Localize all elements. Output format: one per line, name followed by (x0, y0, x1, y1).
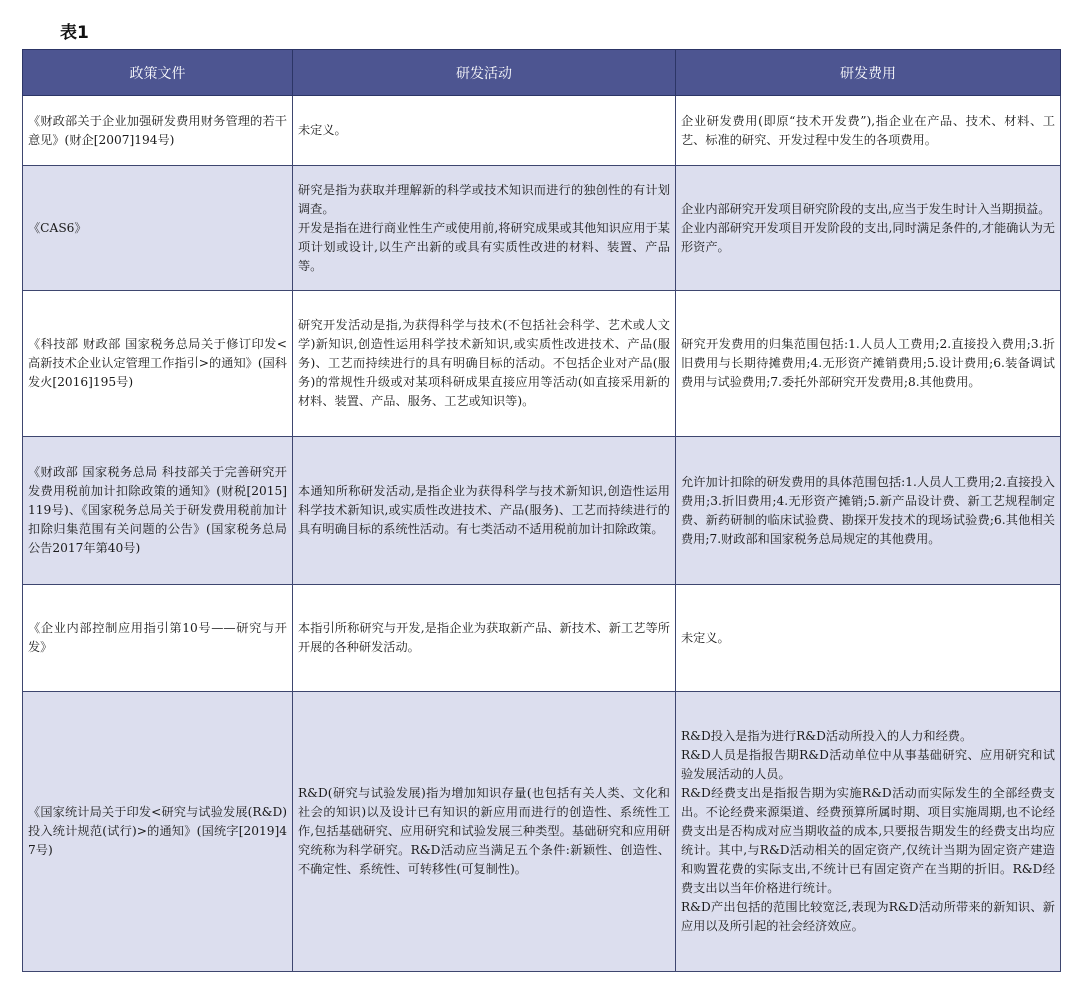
policy-cell: 《财政部关于企业加强研发费用财务管理的若干意见》(财企[2007]194号) (23, 96, 293, 166)
expense-paragraph: 企业研发费用(即原“技术开发费”),指企业在产品、技术、材料、工艺、标准的研究、开发过程中发生的各项费用。 (681, 113, 1055, 147)
policy-cell: 《科技部 财政部 国家税务总局关于修订印发<高新技术企业认定管理工作指引>的通知》(国科发火[2016]195号) (23, 291, 293, 437)
expense-cell (676, 96, 1061, 166)
table-row (23, 96, 1061, 166)
expense-paragraph: R&D经费支出是指报告期为实施R&D活动而实际发生的全部经费支出。不论经费来源渠道、经费预算所属时期、项目实施周期,也不论经费支出是否构成对应当期收益的成本,只要报告期发生的经费支出均应统计。其中,与R&D活动相关的固定资产,仅统计当期为固定资产建造和购置花费的实际支出,不统计已有固定资产在当期的折旧。R&D经费支出以当年价格进行统计。 (681, 786, 1055, 895)
policy-cell: 《CAS6》 (23, 166, 293, 291)
activity-cell (293, 166, 676, 291)
expense-paragraph: R&D人员是指报告期R&D活动单位中从事基础研究、应用研究和试验发展活动的人员。 (681, 748, 1055, 781)
expense-cell (676, 166, 1061, 291)
table-row (23, 166, 1061, 291)
policy-cell: 《财政部 国家税务总局 科技部关于完善研究开发费用税前加计扣除政策的通知》(财税[2015]119号)、《国家税务总局关于研发费用税前加计扣除归集范围有关问题的公告》(国家税务总局公告2017年第40号) (23, 437, 293, 585)
expense-paragraph: 未定义。 (681, 630, 730, 645)
expense-paragraph: R&D产出包括的范围比较宽泛,表现为R&D活动所带来的新知识、新应用以及所引起的社会经济效应。 (681, 900, 1055, 933)
header-policy-document: 政策文件 (23, 50, 293, 96)
expense-cell (676, 692, 1061, 972)
activity-paragraph: 开发是指在进行商业性生产或使用前,将研究成果或其他知识应用于某项计划或设计,以生产出新的或具有实质性改进的材料、装置、产品等。 (298, 220, 670, 273)
expense-paragraph: 允许加计扣除的研发费用的具体范围包括:1.人员人工费用;2.直接投入费用;3.折旧费用;4.无形资产摊销;5.新产品设计费、新工艺规程制定费、新药研制的临床试验费、勘探开发技术的现场试验费;6.其他相关费用;7.财政部和国家税务总局规定的其他费用。 (681, 474, 1055, 546)
header-rd-activity: 研发活动 (293, 50, 676, 96)
policy-cell: 《国家统计局关于印发<研究与试验发展(R&D)投入统计规范(试行)>的通知》(国统字[2019]47号) (23, 692, 293, 972)
activity-cell (293, 96, 676, 166)
expense-paragraph: 企业内部研究开发项目研究阶段的支出,应当于发生时计入当期损益。 (681, 201, 1051, 216)
expense-paragraph: R&D投入是指为进行R&D活动所投入的人力和经费。 (681, 729, 973, 743)
expense-cell (676, 585, 1061, 692)
expense-paragraph: 企业内部研究开发项目开发阶段的支出,同时满足条件的,才能确认为无形资产。 (681, 220, 1055, 254)
table-row (23, 692, 1061, 972)
activity-cell (293, 692, 676, 972)
activity-cell (293, 585, 676, 692)
expense-paragraph: 研究开发费用的归集范围包括:1.人员人工费用;2.直接投入费用;3.折旧费用与长期待摊费用;4.无形资产摊销费用;5.设计费用;6.装备调试费用与试验费用;7.委托外部研究开发费用;8.其他费用。 (681, 337, 1055, 389)
table-row (23, 291, 1061, 437)
table-row (23, 585, 1061, 692)
table-header-row (23, 50, 1061, 96)
activity-cell (293, 291, 676, 437)
activity-paragraph: 本通知所称研发活动,是指企业为获得科学与技术新知识,创造性运用科学技术新知识,或实质性改进技术、产品(服务)、工艺而持续进行的具有明确目标的系统性活动。有七类活动不适用税前加计扣除政策。 (298, 484, 670, 536)
table-row (23, 437, 1061, 585)
activity-paragraph: R&D(研究与试验发展)指为增加知识存量(也包括有关人类、文化和社会的知识)以及设计已有知识的新应用而进行的创造性、系统性工作,包括基础研究、应用研究和试验发展三种类型。基础研究和应用研究统称为科学研究。R&D活动应当满足五个条件:新颖性、创造性、不确定性、系统性、可转移性(可复制性)。 (298, 786, 670, 876)
policy-cell: 《企业内部控制应用指引第10号——研究与开发》 (23, 585, 293, 692)
expense-cell (676, 291, 1061, 437)
activity-cell (293, 437, 676, 585)
header-rd-expense: 研发费用 (676, 50, 1061, 96)
activity-paragraph: 研究是指为获取并理解新的科学或技术知识而进行的独创性的有计划调查。 (298, 182, 670, 216)
expense-cell (676, 437, 1061, 585)
activity-paragraph: 研究开发活动是指,为获得科学与技术(不包括社会科学、艺术或人文学)新知识,创造性运用科学技术新知识,或实质性改进技术、产品(服务)、工艺而持续进行的具有明确目标的活动。不包括企业对产品(服务)的常规性升级或对某项科研成果直接应用等活动(如直接采用新的材料、装置、产品、服务、工艺或知识等)。 (298, 318, 670, 408)
policy-comparison-table (22, 49, 1061, 972)
activity-paragraph: 本指引所称研究与开发,是指企业为获取新产品、新技术、新工艺等所开展的各种研发活动。 (298, 621, 670, 654)
table-caption: 表1 (60, 23, 89, 43)
activity-paragraph: 未定义。 (298, 123, 347, 137)
